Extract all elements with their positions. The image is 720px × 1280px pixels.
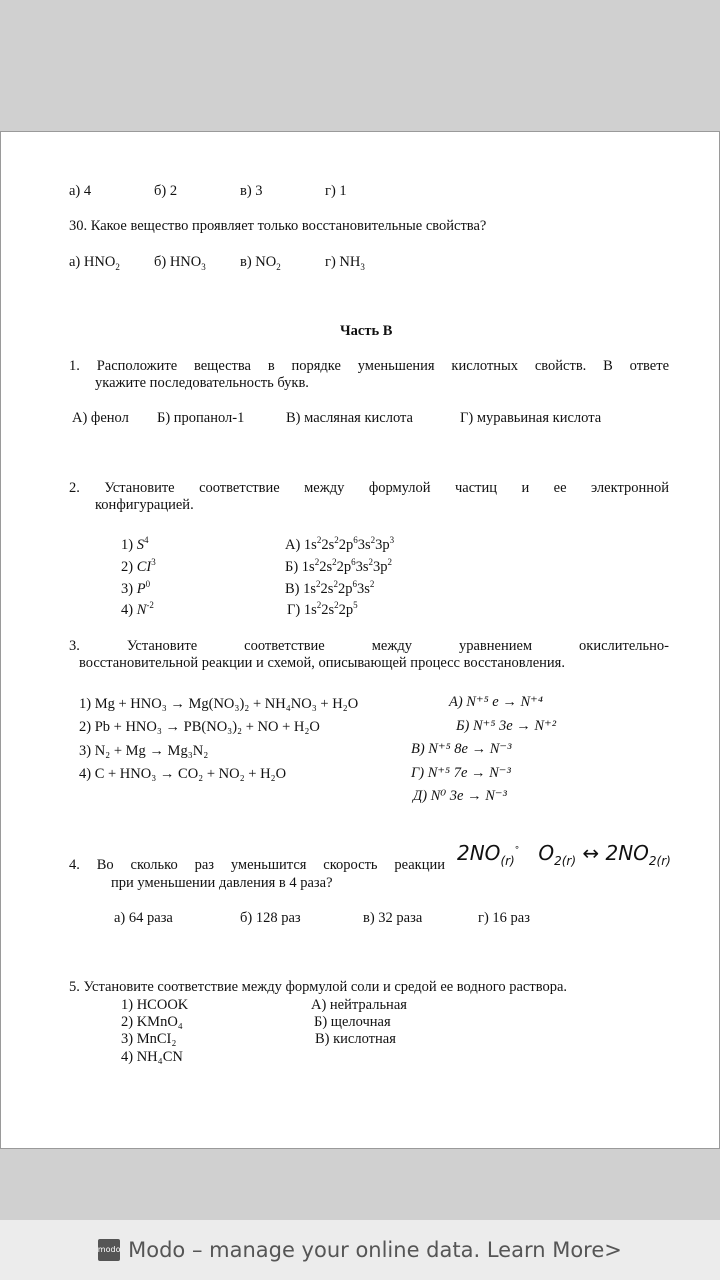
b3-equation: 3) N₂ + Mg → Mg₃N₂	[79, 743, 209, 759]
b5-left-item: 4) NH₄CN	[121, 1049, 183, 1065]
b2-left-item: 3) $P^0$	[121, 579, 151, 597]
b3-scheme: Б) N⁺⁵ 3e → N⁺²	[456, 718, 557, 734]
answer-d: г) 1	[325, 183, 347, 199]
b2-left-item: 2) $CI^3$	[121, 557, 156, 575]
q30-answer-a: а) $HNO_2$	[69, 254, 120, 272]
b5-right-item: А) нейтральная	[311, 997, 407, 1013]
b4-answer-c: в) 32 раза	[363, 910, 423, 926]
b3-scheme: Д) N⁰ 3e → N⁻³	[413, 788, 507, 804]
b5-left-item: 1) HCOOK	[121, 997, 189, 1013]
b2-line2: конфигурацией.	[95, 497, 194, 513]
b4-answer-b: б) 128 раз	[240, 910, 301, 926]
b3-scheme: Г) N⁺⁵ 7e → N⁻³	[411, 765, 511, 781]
b1-line1: 1. Расположите вещества в порядке уменьшения кислотных свойств. В ответе	[69, 358, 669, 374]
answer-b: б) 2	[154, 183, 178, 199]
answer-c: в) 3	[240, 183, 263, 199]
b3-line1: 3. Установите соответствие между уравнением окислительно-	[69, 638, 669, 654]
b1-line2: укажите последовательность букв.	[95, 375, 309, 391]
section-title: Часть В	[340, 323, 393, 339]
b3-scheme: А) N⁺⁵ e → N⁺⁴	[449, 694, 543, 710]
b5-right-item: В) кислотная	[315, 1031, 396, 1047]
b3-equation: 1) Mg + HNO₃ → Mg(NO₃)₂ + NH₄NO₃ + H₂O	[79, 696, 359, 712]
ad-banner-text[interactable]: Modo – manage your online data. Learn More>	[128, 1238, 622, 1262]
b3-equation: 2) Pb + HNO₃ → PB(NO₃)₂ + NO + H₂O	[79, 719, 320, 735]
q30-answer-d: г) $NH_3$	[325, 254, 365, 272]
b5-left-item: 3) MnCI₂	[121, 1031, 177, 1047]
b1-option-d: Г) муравьиная кислота	[460, 410, 602, 426]
question-30: 30. Какое вещество проявляет только восстановительные свойства?	[69, 218, 487, 234]
b4-answer-a: а) 64 раза	[114, 910, 173, 926]
b4-answer-d: г) 16 раз	[478, 910, 530, 926]
b1-option-c: В) масляная кислота	[286, 410, 413, 426]
q30-answer-c: в) $NO_2$	[240, 254, 281, 272]
b2-right-item: А) $1s^22s^22p^63s^23p^3$	[285, 535, 395, 553]
b3-scheme: В) N⁺⁵ 8e → N⁻³	[411, 741, 512, 757]
b3-equation: 4) C + HNO₃ → CO₂ + NO₂ + H₂O	[79, 766, 287, 782]
b4-line1: 4. Во сколько раз уменьшится скорость реакции	[69, 857, 445, 873]
b2-right-item: Г) $1s^22s^22p^5$	[287, 600, 358, 618]
answer-a: а) 4	[69, 183, 92, 199]
q30-answer-b: б) $HNO_3$	[154, 254, 206, 272]
b2-right-item: В) $1s^22s^22p^63s^2$	[285, 579, 375, 597]
b4-line2: при уменьшении давления в 4 раза?	[111, 875, 333, 891]
b2-left-item: 4) $N^{-2}$	[121, 600, 154, 618]
b5-line1: 5. Установите соответствие между формулой соли и средой ее водного раствора.	[69, 979, 568, 995]
b2-left-item: 1) $S^4$	[121, 535, 149, 553]
b4-reaction-equation: $2NO_{(r)}^\circ$ $O_{2(r)}$ ↔ $2NO_{2(r)}$	[457, 841, 671, 868]
b5-left-item: 2) KMnO₄	[121, 1014, 183, 1030]
ad-banner[interactable]	[0, 1220, 720, 1280]
b1-option-b: Б) пропанол-1	[157, 410, 245, 426]
b5-right-item: Б) щелочная	[314, 1014, 391, 1030]
b1-option-a: А) фенол	[72, 410, 129, 426]
b2-right-item: Б) $1s^22s^22p^63s^23p^2$	[285, 557, 392, 575]
modo-logo-icon: modo	[98, 1239, 120, 1261]
b2-line1: 2. Установите соответствие между формулой частиц и ее электронной	[69, 480, 669, 496]
b3-line2: восстановительной реакции и схемой, описывающей процесс восстановления.	[79, 655, 565, 671]
document-page	[0, 131, 720, 1149]
